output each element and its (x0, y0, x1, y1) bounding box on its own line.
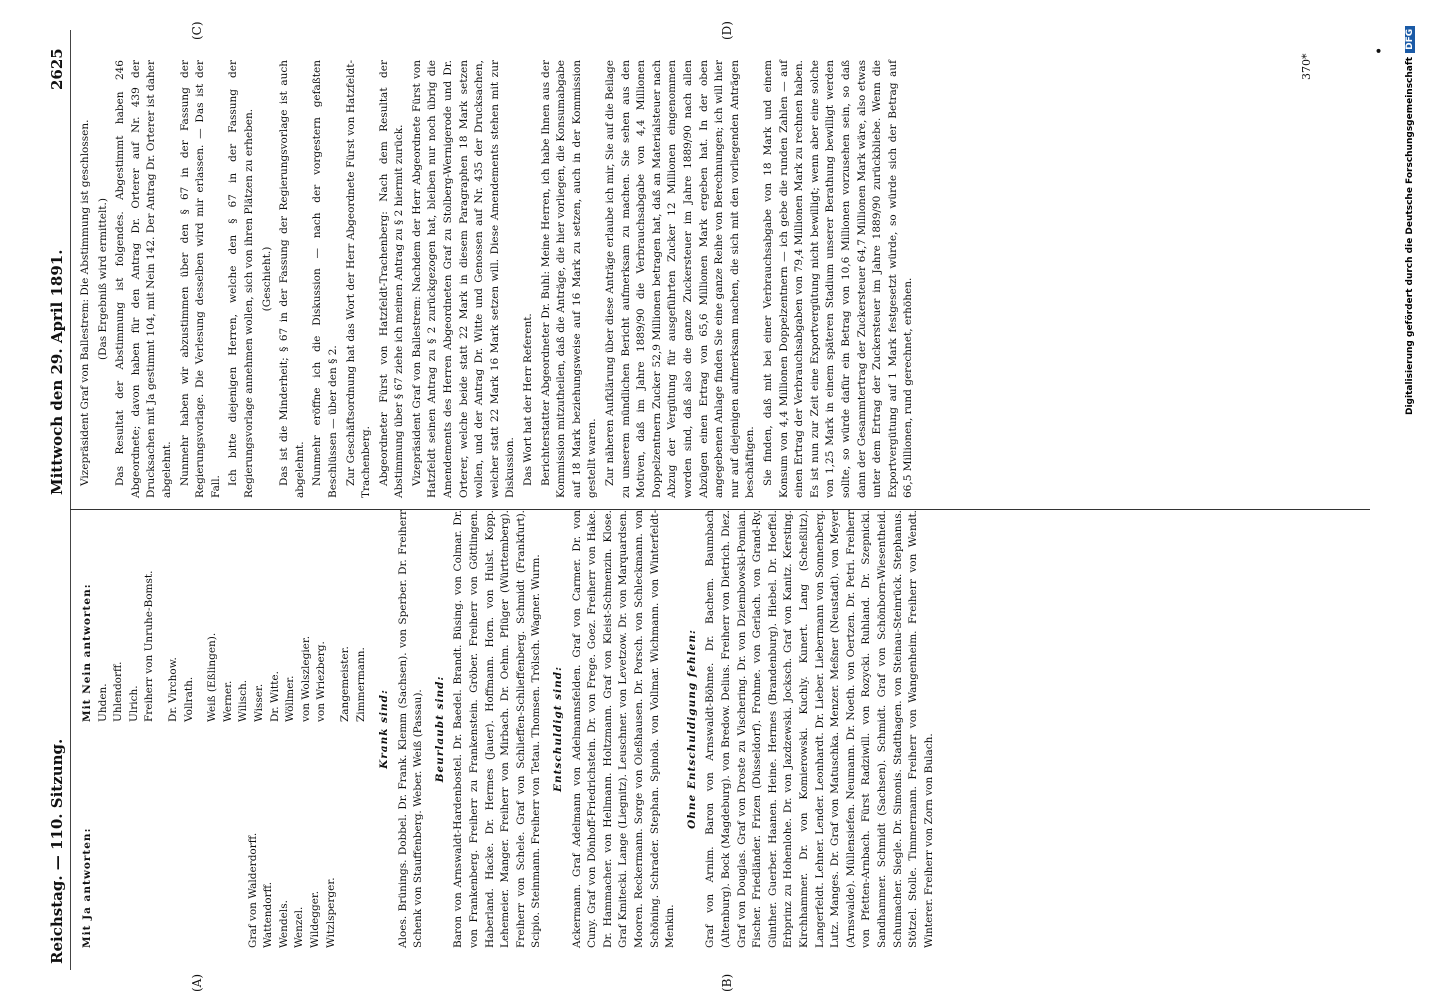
paragraph: Nunmehr eröffne ich die Diskussion — nach der vorgestern gefaßten Beschlüssen — über den § 2. (311, 60, 339, 498)
margin-mark-b: (B) (720, 973, 734, 992)
nein-name: von Wolszlegier. (299, 635, 312, 722)
signature-mark: 370* (1300, 53, 1313, 80)
beurlaubt-heading: Beurlaubt sind: (433, 675, 446, 783)
ja-name: Wenzel. (293, 906, 306, 948)
nein-name: Vollrath. (182, 676, 195, 722)
beurlaubt-names: Baron von Arnswaldt-Hardenbostel. Dr. Baedel. Brandt. Büsing. von Colmar. Dr. von Frankenberg. Freiherr zu Frankenstein. Gröber. Freiherr von Göttlingen. Haberland. Hacke. Dr. Hermes (Jauer). Hoffmann. Horn. von Hulst. Kopp. Lehemeier. Manger. Freiherr von Mirbach. Dr. Oehm. Pflüger (Württemberg). Freiherr von Schele. Graf von Schlieffen-Schlieffenberg. Schmidt (Frankfurt). Scipio. Steinmann. Freiherr von Tetau. Thomsen. Trölsch. Wagner. Wurm. (452, 510, 543, 948)
header-session: Reichstag. — 110. Sitzung. (48, 738, 66, 964)
entschuldigt-heading: Entschuldigt sind: (552, 666, 565, 792)
stage-direction: (Geschieht.) (260, 246, 273, 312)
margin-mark-c: (C) (190, 21, 204, 40)
nein-name: Wilisch. (237, 679, 250, 722)
right-column (78, 60, 919, 498)
ja-name: Wattendorff. (262, 881, 275, 948)
paragraph: Ich bitte diejenigen Herren, welche den § 67 in der Fassung der Regierungsvorlage annehmen wollen, sich von ihren Plätzen zu erheben. (227, 60, 255, 498)
paragraph: Zur näheren Aufklärung über diese Anträge erlaube ich mir, Sie auf die Beilage zu unserem mündlichen Bericht aufmerksam zu machen. Sie sehen aus den Motiven, daß im Jahre 1889/90 die Verbrauchsabgabe von 4,4 Millionen Doppelzentnern Zucker 52,9 Millionen betragen hat, daß an Materialsteuer nach Abzug der Vergütung für ausgeführten Zucker 12 Millionen eingenommen worden sind, daß also die ganze Zuckersteuer im Jahre 1889/90 nach allen Abzügen einen Ertrag von 65,6 Millionen Mark ergeben hat. In der oben angegebenen Anlage finden Sie eine ganze Reihe von Berechnungen; ich will hier nur auf diejenigen aufmerksam machen, die sich mit den vorliegenden Anträgen beschäftigen. (604, 60, 757, 498)
nein-name: Dr. Virchow. (166, 657, 179, 722)
ja-list (80, 736, 369, 948)
nein-name: Zangemeister. (338, 646, 351, 722)
paragraph: Sie finden, daß mit bei einer Verbrauchsabgabe von 18 Mark und einem Konsum von 4,4 Millionen Doppelzentnern — ich gebe die runden Zahlen — auf einen Ertrag der Verbrauchsabgaben von 79,4 Millionen Mark zu rechnen haben. Es ist nun zur Zeit eine Exportvergütung nicht bewilligt; wenn aber eine solche von 1,25 Mark in einem späteren Stadium unserer Berathung bewilligt werden sollte, so würde dafür ein Betrag von 10,6 Millionen vorzusehen sein, so daß dann der Gesammtertrag der Zuckersteuer 64,7 Millionen Mark wäre, also etwas unter dem Ertrag der Zuckersteuer im Jahre 1889/90 zurückbliebe. Wenn die Exportvergütung auf 1 Mark festgesetzt würde, so würde sich der Betrag auf 66,5 Millionen, rund gerechnet, erhöhen. (761, 60, 915, 498)
page-number: 2625 (48, 48, 66, 90)
nein-name: Uhden. (96, 683, 109, 722)
nein-heading: Mit Nein antworten: (81, 583, 93, 722)
nein-name: Ulrich. (127, 685, 140, 722)
ja-name: Witzlsperger. (324, 877, 337, 948)
paragraph: Das Resultat der Abstimmung ist folgendes. Abgestimmt haben 246 Abgeordnete; davon haben für den Antrag Dr. Orterer auf Nr. 439 der Drucksachen mit Ja gestimmt 104, mit Nein 142. Der Antrag Dr. Orterer ist daher abgelehnt. (114, 60, 173, 498)
entschuldigt-names: Ackermann. Graf Adelmann von Adelmannsfelden. Graf von Carmer. Dr. von Cuny. Graf von Dönhoff-Friedrichstein. Dr. von Frege. Goez. Freiherr von Hake. Dr. Hammacher. von Hellmann. Holtzmann. Graf von Kleist-Schmenzin. Klose. Graf Kmitecki. Lange (Liegnitz). Leuschner. von Levetzow. Dr. von Marquardsen. Mooren. Reckermann. Sorge von Oleßhausen. Dr. Porsch. von Schleckmann. von Schöning. Schrader. Stephan. Spinola. von Vollmar. Wichmann. von Winterfeldt-Menkin. (570, 510, 677, 948)
dfg-attribution-text: Digitalisierung gefördert durch die Deutsche Forschungsgemeinschaft (1405, 56, 1415, 415)
paragraph: Das ist die Minderheit; § 67 in der Fassung der Regierungsvorlage ist auch abgelehnt. (278, 60, 306, 498)
margin-mark-a: (A) (190, 973, 204, 992)
krank-heading: Krank sind: (378, 689, 391, 769)
ohne-entschuldigung-names: Graf von Arnim. Baron von Arnswaldt-Böhme. Dr. Bachem. Baumbach (Altenburg). Bock (Magdeburg). von Bredow. Delius. Freiherr von Dietrich. Diez. Graf von Douglas. Graf von Droste zu Vischering. Dr. von Dziembowski-Pomian. Fischer. Friedländer. Frizen (Düsseldorf). Frohme. von Gerlach. von Grand-Ry. Günther. Guerber. Haanen. Heine. Hermes (Brandenburg). Hiebel. Dr. Hoeffel. Erbprinz zu Hohenlohe. Dr. von Jazdzewski. Jocksch. Graf von Kanitz. Kersting. Kirchhammer. Dr. von Komierowski. Kuchly. Kunert. Lang (Scheßlitz). Langerfeldt. Lehner. Lender. Leonhardt. Dr. Lieber. Liebermann von Sonnenberg. Lutz. Manges. Dr. Graf von Matuschka. Menzer. Meßner (Neustadt). von Meyer (Arnswalde). Müllensiefen. Neumann. Dr. Noeth. von Oertzen. Dr. Petri. Freiherr von Pfetten-Arnbach. Fürst Radziwill. von Rozycki. Ruhland. Dr. Szepnicki. Sandhammer. Schmidt (Sachsen). Schmidt. Graf von Schönborn-Wiesentheid. Schumacher. Siegle. Dr. Simonis. Stadthagen. von Steinau-Steinrück. Stephanus. Stötzel. Stolle. Timmermann. Freiherr von Wangenheim. Freiherr von Wendt. Winterer. Freiherr von Zorn von Bulach. (704, 510, 935, 948)
bullet-dot: • (1372, 46, 1388, 55)
nein-name: Dr. Witte. (268, 671, 281, 722)
nein-name: von Wriezberg. (315, 641, 328, 722)
nein-name: Wisser. (252, 683, 265, 722)
paragraph: Nunmehr haben wir abzustimmen über den § 67 in der Fassung der Regierungsvorlage. Die Verlesung desselben wird mir erlassen. — Das ist der Fall. (178, 60, 222, 498)
ja-heading: Mit Ja antworten: (81, 827, 93, 948)
paragraph: Vizepräsident Graf von Ballestrem: Nachdem der Herr Abgeordnete Fürst von Hatzfeldt seinen Antrag zu § 2 zurückgezogen hat, bleiben nur noch übrig die Amendements des Herren Abgeordneten Graf zu Stolberg-Wernigerode und Dr. Orterer, welche beide statt 22 Mark in diesem Paragraphen 18 Mark setzen wollen, und der Antrag Dr. Witte und Genossen auf Nr. 435 der Drucksachen, welcher statt 22 Mark 16 Mark setzen will. Diese Amendements stehen mit zur Diskussion. (410, 60, 517, 498)
nein-name: Zimmermann. (354, 647, 367, 722)
nein-name: Weiß (Eßlingen). (206, 632, 219, 722)
dfg-attribution (1405, 26, 1415, 415)
krank-names: Aloes. Brünings. Dobbel. Dr. Frank. Klemm (Sachsen). von Sperber. Dr. Freiherr Schenk von Stauffenberg. Weber. Weiß (Passau). (396, 510, 425, 948)
ja-name: Wildegger. (308, 890, 321, 948)
paragraph: Vizepräsident Graf von Ballestrem: Die Abstimmung ist geschlossen. (79, 119, 91, 486)
nein-name: Wöllmer. (284, 675, 297, 722)
stage-direction: (Das Ergebniß wird ermittelt.) (96, 198, 109, 360)
dfg-logo-icon: DFG (1405, 26, 1415, 53)
header-rule (70, 30, 71, 970)
left-column (78, 510, 939, 948)
nein-name: Freiherr von Unruhe-Bomst. (143, 570, 156, 722)
nein-name: Werner. (221, 680, 234, 722)
paragraph: Zur Geschäftsordnung hat das Wort der Herr Abgeordnete Fürst von Hatzfeldt-Trachenberg. (344, 60, 373, 498)
vote-lists (80, 510, 369, 948)
ja-name: Graf von Walderdorff. (246, 832, 259, 948)
ja-name: Wendels. (277, 900, 290, 948)
nein-list (80, 510, 369, 722)
margin-mark-d: (D) (720, 21, 734, 40)
paragraph: Abgeordneter Fürst von Hatzfeldt-Trachenberg: Nach dem Resultat der Abstimmung über § 67 ziehe ich meinen Antrag zu § 2 hiermit zurück. (377, 60, 406, 498)
header-date: Mittwoch den 29. April 1891. (48, 249, 66, 495)
nein-name: Uhlendorff. (112, 661, 125, 722)
paragraph: Das Wort hat der Herr Referent. (522, 313, 535, 486)
ohne-entschuldigung-heading: Ohne Entschuldigung fehlen: (685, 629, 698, 829)
paragraph: Berichterstatter Abgeordneter Dr. Buhl: Meine Herren, ich habe Ihnen aus der Kommission mitzutheilen, daß die Anträge, die hier vorliegen, die Konsumabgabe auf 18 Mark beziehungsweise auf 16 Mark zu setzen, auch in der Kommission gestellt waren. (539, 60, 599, 498)
